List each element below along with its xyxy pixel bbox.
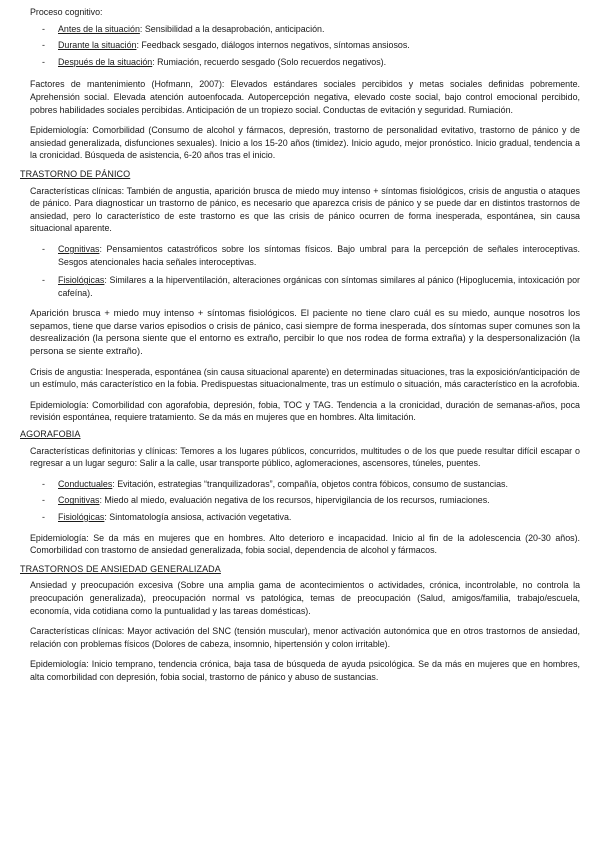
caracteristicas-paragraph: Características clínicas: Mayor activación del SNC (tensión muscular), menor activación autonómica que en otros trastornos de ansiedad, relación con problemas físicos (Dolores de cabeza, insomnio, hipertensión y colon irritable). (30, 626, 580, 649)
ansiedad-paragraph: Ansiedad y preocupación excesiva (Sobre una amplia gama de acontecimientos o actividades, crónica, incontrolable, no controla la preocupación generalizada), preocupación normal vs patológica, temas de preocupación (Salud, amigos/familia, trabajo/escuela, economía, vida cotidiana como la puntualidad y las tareas domésticas). (30, 580, 580, 616)
caracteristicas-paragraph: Características clínicas: También de angustia, aparición brusca de miedo muy intenso + síntomas fisiológicos, crisis de angustia o ataques de pánico. Para diagnosticar un trastorno de pánico, es necesario que aparezca crisis de pánico y se puede dar en distintos trastornos de ansiedad, pero lo característico de este trastorno es que las crisis de pánico ocurren de forma inesperada, espontánea, sin causa situacional aparente. (30, 185, 580, 234)
list-item: - Durante la situación: Feedback sesgado, diálogos internos negativos, síntomas ansiosos. (42, 40, 410, 51)
list-item: - Cognitivas: Miedo al miedo, evaluación negativa de los recursos, hipervigilancia de los recursos, rumiaciones. (42, 495, 490, 506)
proceso-cognitivo-list (20, 23, 580, 69)
epidemiologia-paragraph: Epidemiología: Comorbilidad con agorafobia, depresión, fobia, TOC y TAG. Tendencia a la cronicidad, duración de semanas-años, poca revisión espontánea, requiere tratamiento. Se da más en mujeres que en hombres. Alta limitación. (30, 399, 580, 423)
section-heading-tag: TRASTORNOS DE ANSIEDAD GENERALIZADA (20, 563, 221, 574)
epidemiologia-paragraph: Epidemiología: Se da más en mujeres que en hombres. Alto deterioro e incapacidad. Inicio al fin de la adolescencia (20-30 años). Comorbilidad con trastorno de ansiedad generalizada, fobia social, dependencia de alcohol y fármacos. (30, 532, 580, 556)
list-item: - Conductuales: Evitación, estrategias “tranquilizadoras”, compañía, objetos contra fóbicos, consumo de sustancias. (42, 478, 508, 489)
bullet-term: Después de la situación (58, 56, 153, 67)
list-item: - Cognitivas: Pensamientos catastróficos sobre los síntomas físicos. Bajo umbral para la percepción de señales interoceptivas. Sesgos atencionales hacia señales interoceptivas. (42, 243, 580, 267)
bullet-term: Fisiológicas (58, 275, 105, 286)
bullet-term: Antes de la situación (58, 23, 140, 34)
list-item: - Antes de la situación: Sensibilidad a la desaprobación, anticipación. (42, 23, 325, 34)
proceso-cognitivo-title: Proceso cognitivo: (30, 7, 103, 17)
caracteristicas-paragraph: Características definitorias y clínicas: Temores a los lugares públicos, concurridos, multitudes o de los que puede resultar difícil escapar o regresar a un lugar seguro: Salir a la calle, usar transporte público, aglomeraciones, ascensores, túneles, puentes. (30, 445, 580, 469)
crisis-angustia-paragraph: Crisis de angustia: Inesperada, espontánea (sin causa situacional aparente) en determinadas situaciones, tras la exposición/anticipación de un estímulo, más característico en la fobia. Predispuestas situacionalmente, tras un estímulo o situación, más característico en la acrofobia. (30, 366, 580, 390)
panico-list (20, 243, 580, 299)
list-item: - Después de la situación: Rumiación, recuerdo sesgado (Solo recuerdos negativos). (42, 56, 387, 67)
list-item: - Fisiológicas: Similares a la hiperventilación, alteraciones orgánicas con síntomas similares al pánico (Hipoglucemia, intoxicación por cafeína). (42, 275, 580, 298)
factores-mantenimiento-paragraph: Factores de mantenimiento (Hofmann, 2007): Elevados estándares sociales percibidos y metas sociales definidas pobremente. Aprehensión social. Elevada atención autoenfocada. Autopercepción negativa, elevado coste social, bajo control emocional percibido, pobres habilidades sociales percibidas. Anticipación de un tropiezo social. Conductas de evitación y seguridad. Rumiación. (30, 79, 580, 115)
epidemiologia-paragraph: Epidemiología: Inicio temprano, tendencia crónica, baja tasa de búsqueda de ayuda psicológica. Se da más en mujeres que en hombres, alta comorbilidad con depresión, fobia social, trastorno de pánico y abuso de sustancias. (30, 659, 580, 682)
aparicion-paragraph: Aparición brusca + miedo muy intenso + síntomas fisiológicos. El paciente no tiene claro cuál es su miedo, aunque nosotros los sepamos, tiene que darse varios episodios o crisis de pánico, casi siempre de forma inesperada, dos síntomas super comunes son la desrealización (la persona siente que el entorno es extraño, percibir lo que nos rodea de forma extraña) y la despersonalización (la persona se siente extraño). (30, 308, 580, 357)
section-heading-panico: TRASTORNO DE PÁNICO (20, 168, 131, 179)
bullet-term: Fisiológicas (58, 512, 105, 522)
bullet-term: Cognitivas (58, 243, 100, 254)
bullet-term: Durante la situación (58, 40, 137, 51)
section-heading-agorafobia: AGORAFOBIA (20, 429, 81, 440)
bullet-term: Cognitivas (58, 495, 100, 506)
epidemiologia-paragraph: Epidemiología: Comorbilidad (Consumo de alcohol y fármacos, depresión, trastorno de personalidad evitativo, trastorno de pánico y de ansiedad generalizada, disfunciones sexuales). Inicio a los 15-20 años (timidez). Inicio agudo, mejor pronóstico. Inicio gradual, tendencia a la cronicidad. Búsqueda de asistencia, 6-20 años tras el inicio. (30, 125, 580, 161)
bullet-term: Conductuales (58, 478, 113, 489)
list-item: - Fisiológicas: Sintomatología ansiosa, activación vegetativa. (42, 512, 292, 522)
agorafobia-list (20, 478, 580, 524)
